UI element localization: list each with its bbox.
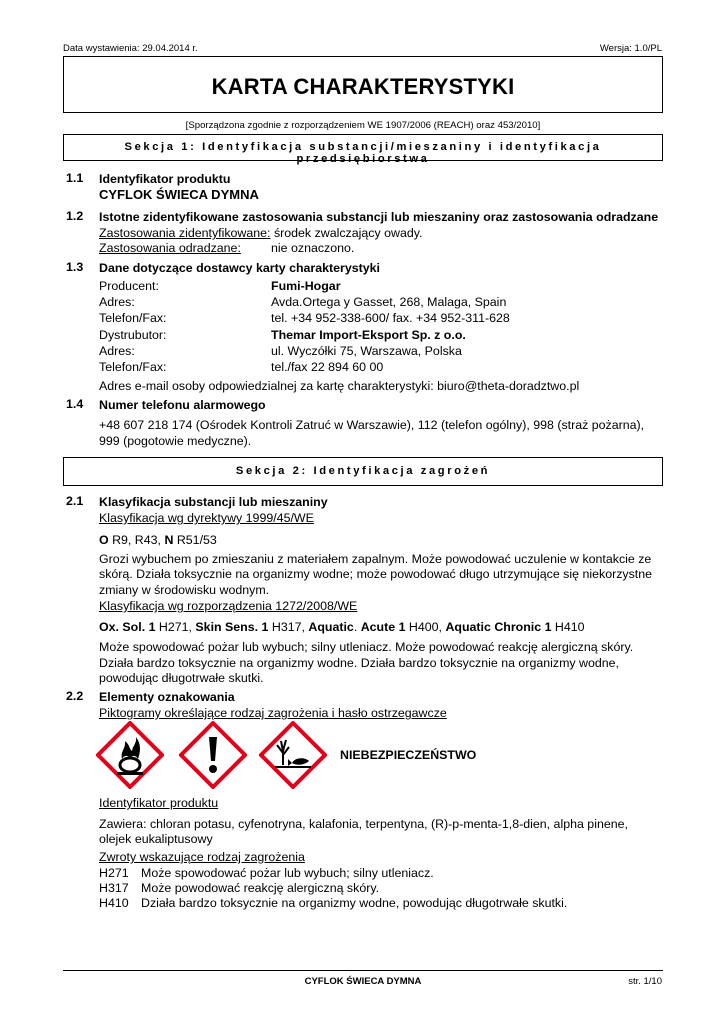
pictogram-heading: Piktogramy określające rodzaj zagrożenia i hasło ostrzegawcze [99, 706, 447, 720]
h-code: H317 [99, 881, 129, 895]
title-box [63, 56, 663, 113]
h-statements-heading: Zwroty wskazujące rodzaj zagrożenia [99, 850, 305, 864]
contains-line: olejek eukaliptusowy [99, 832, 213, 846]
supplier-label: Adres: [99, 295, 135, 309]
oxidizing-code: O [99, 533, 109, 547]
supplier-value: Fumi-Hogar [271, 279, 341, 293]
directive-text-line: Grozi wybuchem po zmieszaniu z materiałem zapalnym. Może powodować uczulenie w kontakcie ze [99, 552, 652, 566]
class-skin-sens: Skin Sens. 1 [195, 620, 269, 634]
supplier-label: Dystrubutor: [99, 328, 167, 342]
class-aquatic: Aquatic [308, 620, 354, 634]
class-text: H317, [268, 620, 309, 634]
class-text: H271, [155, 620, 196, 634]
r-phrases-2: R51/53 [173, 533, 217, 547]
class-text: . [353, 620, 361, 634]
regulation-text-line: powodując długotrwałe skutki. [99, 671, 264, 685]
regulation-text-line: Działa bardzo toksycznie na organizmy wodne. Działa bardzo toksycznie na organizmy wodne, [99, 656, 619, 670]
product-id-heading: Identyfikator produktu [99, 796, 219, 810]
s12-title: Istotne zidentyfikowane zastosowania substancji lub mieszaniny oraz zastosowania odradzane [99, 210, 659, 224]
s11-number: 1.1 [66, 171, 84, 185]
s13-title: Dane dotyczące dostawcy karty charakterystyki [99, 261, 380, 275]
env-code: N [164, 533, 174, 547]
section1-header [63, 134, 663, 165]
supplier-value: Themar Import-Eksport Sp. z o.o. [271, 328, 466, 342]
footer-product: CYFLOK ŚWIECA DYMNA [304, 976, 422, 987]
directive-heading: Klasyfikacja wg dyrektywy 1999/45/WE [99, 511, 314, 525]
flame-over-circle-icon [96, 721, 164, 789]
discouraged-uses-label: Zastosowania odradzane: [99, 241, 241, 255]
s11-title: Identyfikator produktu [99, 172, 231, 186]
h-code: H271 [99, 866, 129, 880]
supplier-value: Avda.Ortega y Gasset, 268, Malaga, Spain [271, 295, 507, 309]
exclamation-mark-icon [179, 721, 247, 789]
issue-date: Data wystawienia: 29.04.2014 r. [63, 43, 198, 54]
supplier-label: Adres: [99, 344, 135, 358]
signal-word: NIEBEZPIECZEŃSTWO [340, 748, 477, 762]
version: Wersja: 1.0/PL [599, 43, 662, 54]
contains-line: Zawiera: chloran potasu, cyfenotryna, kalafonia, terpentyna, (R)-p-menta-1,8-dien, alpha pinene, [99, 817, 628, 831]
identified-uses-label: Zastosowania zidentyfikowane: [99, 226, 271, 240]
supplier-label: Producent: [99, 279, 159, 293]
h-text: Może powodować reakcję alergiczną skóry. [141, 881, 380, 895]
footer-rule [63, 970, 663, 971]
class-text: H410 [551, 620, 585, 634]
section2-header [63, 457, 663, 486]
page-title: KARTA CHARAKTERYSTYKI [211, 74, 515, 99]
s21-title: Klasyfikacja substancji lub mieszaniny [99, 495, 328, 509]
directive-text-line: skórą. Działa toksycznie na organizmy wodne; może powodować długo utrzymujące się niekorzystne [99, 567, 653, 581]
class-aquatic-chronic: Aquatic Chronic 1 [445, 620, 552, 634]
s22-number: 2.2 [66, 689, 84, 703]
emergency-line-1: +48 607 218 174 (Ośrodek Kontroli Zatruć w Warszawie), 112 (telefon ogólny), 998 (straż pożarna), [99, 418, 645, 432]
regulation-heading: Klasyfikacja wg rozporządzenia 1272/2008/WE [99, 599, 358, 613]
h-code: H410 [99, 896, 129, 910]
regulation-note: [Sporządzona zgodnie z rozporządzeniem WE 1907/2006 (REACH) oraz 453/2010] [185, 120, 541, 131]
section1-heading: Sekcja 1: Identyfikacja substancji/mieszaniny i identyfikacja przedsiębiorstwa [124, 141, 602, 165]
regulation-text-line: Może spowodować pożar lub wybuch; silny utleniacz. Może powodować reakcję alergiczną skóry. [99, 640, 634, 654]
supplier-label: Telefon/Fax: [99, 311, 167, 325]
r-phrases-1: R9, R43, [108, 533, 165, 547]
discouraged-uses-value: nie oznaczono. [271, 241, 355, 255]
directive-classification [99, 533, 217, 547]
class-acute: Acute 1 [360, 620, 406, 634]
supplier-value: tel./fax 22 894 60 00 [271, 360, 384, 374]
s13-number: 1.3 [66, 260, 84, 274]
h-text: Może spowodować pożar lub wybuch; silny utleniacz. [141, 866, 434, 880]
h-text: Działa bardzo toksycznie na organizmy wodne, powodując długotrwałe skutki. [141, 896, 568, 910]
section2-heading: Sekcja 2: Identyfikacja zagrożeń [235, 465, 491, 477]
environment-icon [259, 721, 327, 789]
page-number: str. 1/10 [628, 976, 662, 987]
supplier-value: tel. +34 952-338-600/ fax. +34 952-311-628 [271, 311, 510, 325]
emergency-line-2: 999 (pogotowie medyczne). [99, 434, 252, 448]
s12-number: 1.2 [66, 209, 84, 223]
s21-number: 2.1 [66, 494, 84, 508]
s14-title: Numer telefonu alarmowego [99, 398, 266, 412]
supplier-value: ul. Wyczółki 75, Warszawa, Polska [271, 344, 462, 358]
identified-uses-value: środek zwalczający owady. [270, 226, 423, 240]
class-text: H400, [405, 620, 446, 634]
identified-uses [99, 225, 422, 241]
regulation-classification [99, 620, 585, 634]
supplier-label: Telefon/Fax: [99, 360, 167, 374]
class-ox-sol: Ox. Sol. 1 [99, 620, 156, 634]
s22-title: Elementy oznakowania [99, 690, 235, 704]
email-line: Adres e-mail osoby odpowiedzialnej za kartę charakterystyki: biuro@theta-doradztwo.pl [99, 379, 580, 393]
s14-number: 1.4 [66, 397, 84, 411]
directive-text-line: zmiany w środowisku wodnym. [99, 583, 270, 597]
product-name: CYFLOK ŚWIECA DYMNA [99, 187, 259, 202]
